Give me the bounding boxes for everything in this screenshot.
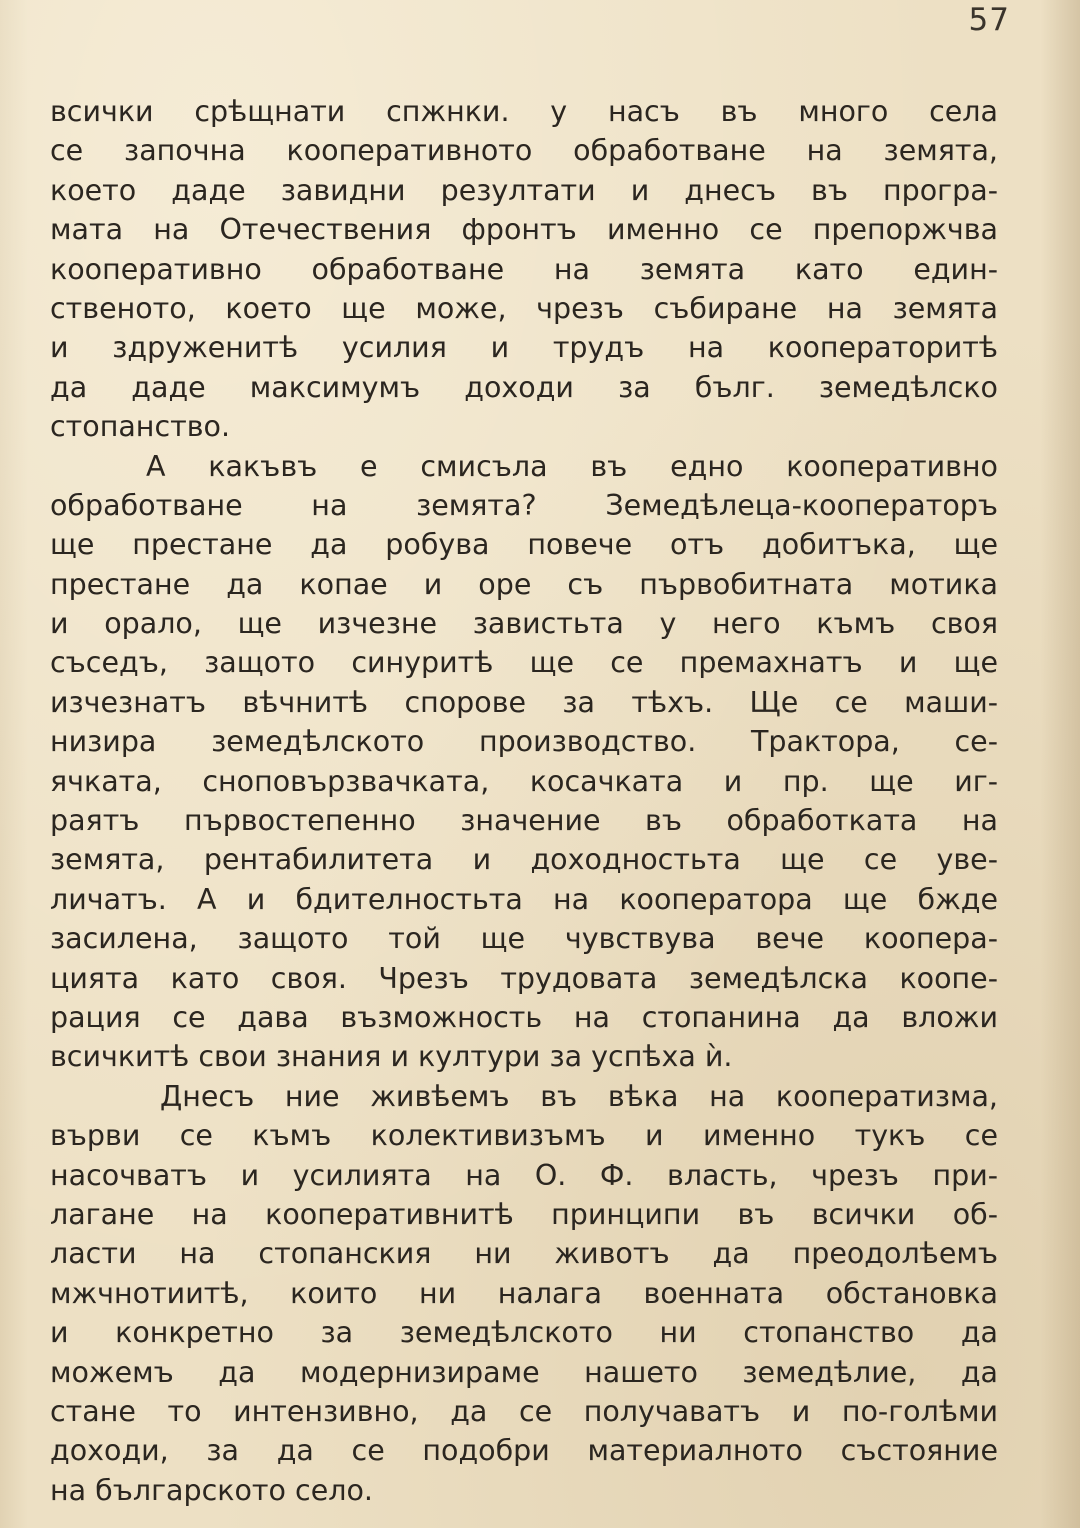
text-line: и здруженитѣ усилия и трудъ на кооператоритѣ <box>50 331 998 365</box>
text-line: което даде завидни резултати и днесъ въ програ- <box>50 173 998 207</box>
text-line: стане то интензивно, да се получаватъ и по-голѣми <box>50 1394 998 1428</box>
text-line: лагане на кооперативнитѣ принципи въ всички об- <box>50 1197 998 1231</box>
text-line: засилена, защото той ще чувствува вече коопера- <box>50 922 998 956</box>
text-line: и орало, ще изчезне завистьта у него къмъ своя <box>50 607 998 641</box>
page-number: 57 <box>968 2 1010 38</box>
text-line: изчезнатъ вѣчнитѣ спорове за тѣхъ. Ще се маши- <box>50 685 998 719</box>
text-line: всичкитѣ свои знания и култури за успѣха ѝ. <box>50 1040 733 1074</box>
text-line: доходи, за да се подобри материалното състояние <box>50 1434 998 1468</box>
body-text <box>50 92 998 1510</box>
text-line: ще престане да робува повече отъ добитъка, ще <box>50 528 998 562</box>
text-line: мата на Отечествения фронтъ именно се препоржчва <box>50 213 998 247</box>
text-line: раятъ първостепенно значение въ обработката на <box>50 804 998 838</box>
text-line: ственото, което ще може, чрезъ събиране на земята <box>50 291 998 325</box>
text-line: обработване на земята? Земедѣлеца-кооператоръ <box>50 488 998 522</box>
text-line: низира земедѣлското производство. Трактора, се- <box>50 725 998 759</box>
text-line: и конкретно за земедѣлското ни стопанство да <box>50 1316 998 1350</box>
text-line: всички срѣщнати спжнки. у насъ въ много села <box>50 95 998 128</box>
text-line: ячката, сноповързвачката, косачката и пр. ще иг- <box>50 764 998 798</box>
text-line: да даде максимумъ доходи за бълг. земедѣлско <box>50 370 998 404</box>
text-line: стопанство. <box>50 410 231 444</box>
text-line: на българското село. <box>50 1473 373 1507</box>
paragraph-start-line: Днесъ ние живѣемъ въ вѣка на кооператизма, <box>160 1079 998 1113</box>
text-line: цията като своя. Чрезъ трудовата земедѣлска коопе- <box>50 961 998 995</box>
text-line: рация се дава възможность на стопанина да вложи <box>50 1000 998 1034</box>
text-line: съседъ, защото синуритѣ ще се премахнатъ и ще <box>50 646 998 680</box>
text-line: ласти на стопанския ни животъ да преодолѣемъ <box>50 1237 998 1271</box>
text-line: земята, рентабилитета и доходностьта ще се уве- <box>50 843 998 877</box>
text-line: върви се къмъ колективизъмъ и именно тукъ се <box>50 1119 998 1153</box>
text-line: личатъ. А и бдителностьта на кооператора ще бжде <box>50 882 998 916</box>
text-line: насочватъ и усилията на О. Ф. власть, чрезъ при- <box>50 1158 998 1192</box>
text-line: мжчнотиитѣ, които ни налага военната обстановка <box>50 1276 998 1310</box>
text-line: престане да копае и оре съ първобитната мотика <box>50 567 998 601</box>
text-line: кооперативно обработване на земята като един- <box>50 252 998 286</box>
paragraph-start-line: А какъвъ е смисъла въ едно кооперативно <box>146 449 998 483</box>
text-line: можемъ да модернизираме нашето земедѣлие, да <box>50 1355 998 1389</box>
text-line: се започна кооперативното обработване на земята, <box>50 134 998 168</box>
